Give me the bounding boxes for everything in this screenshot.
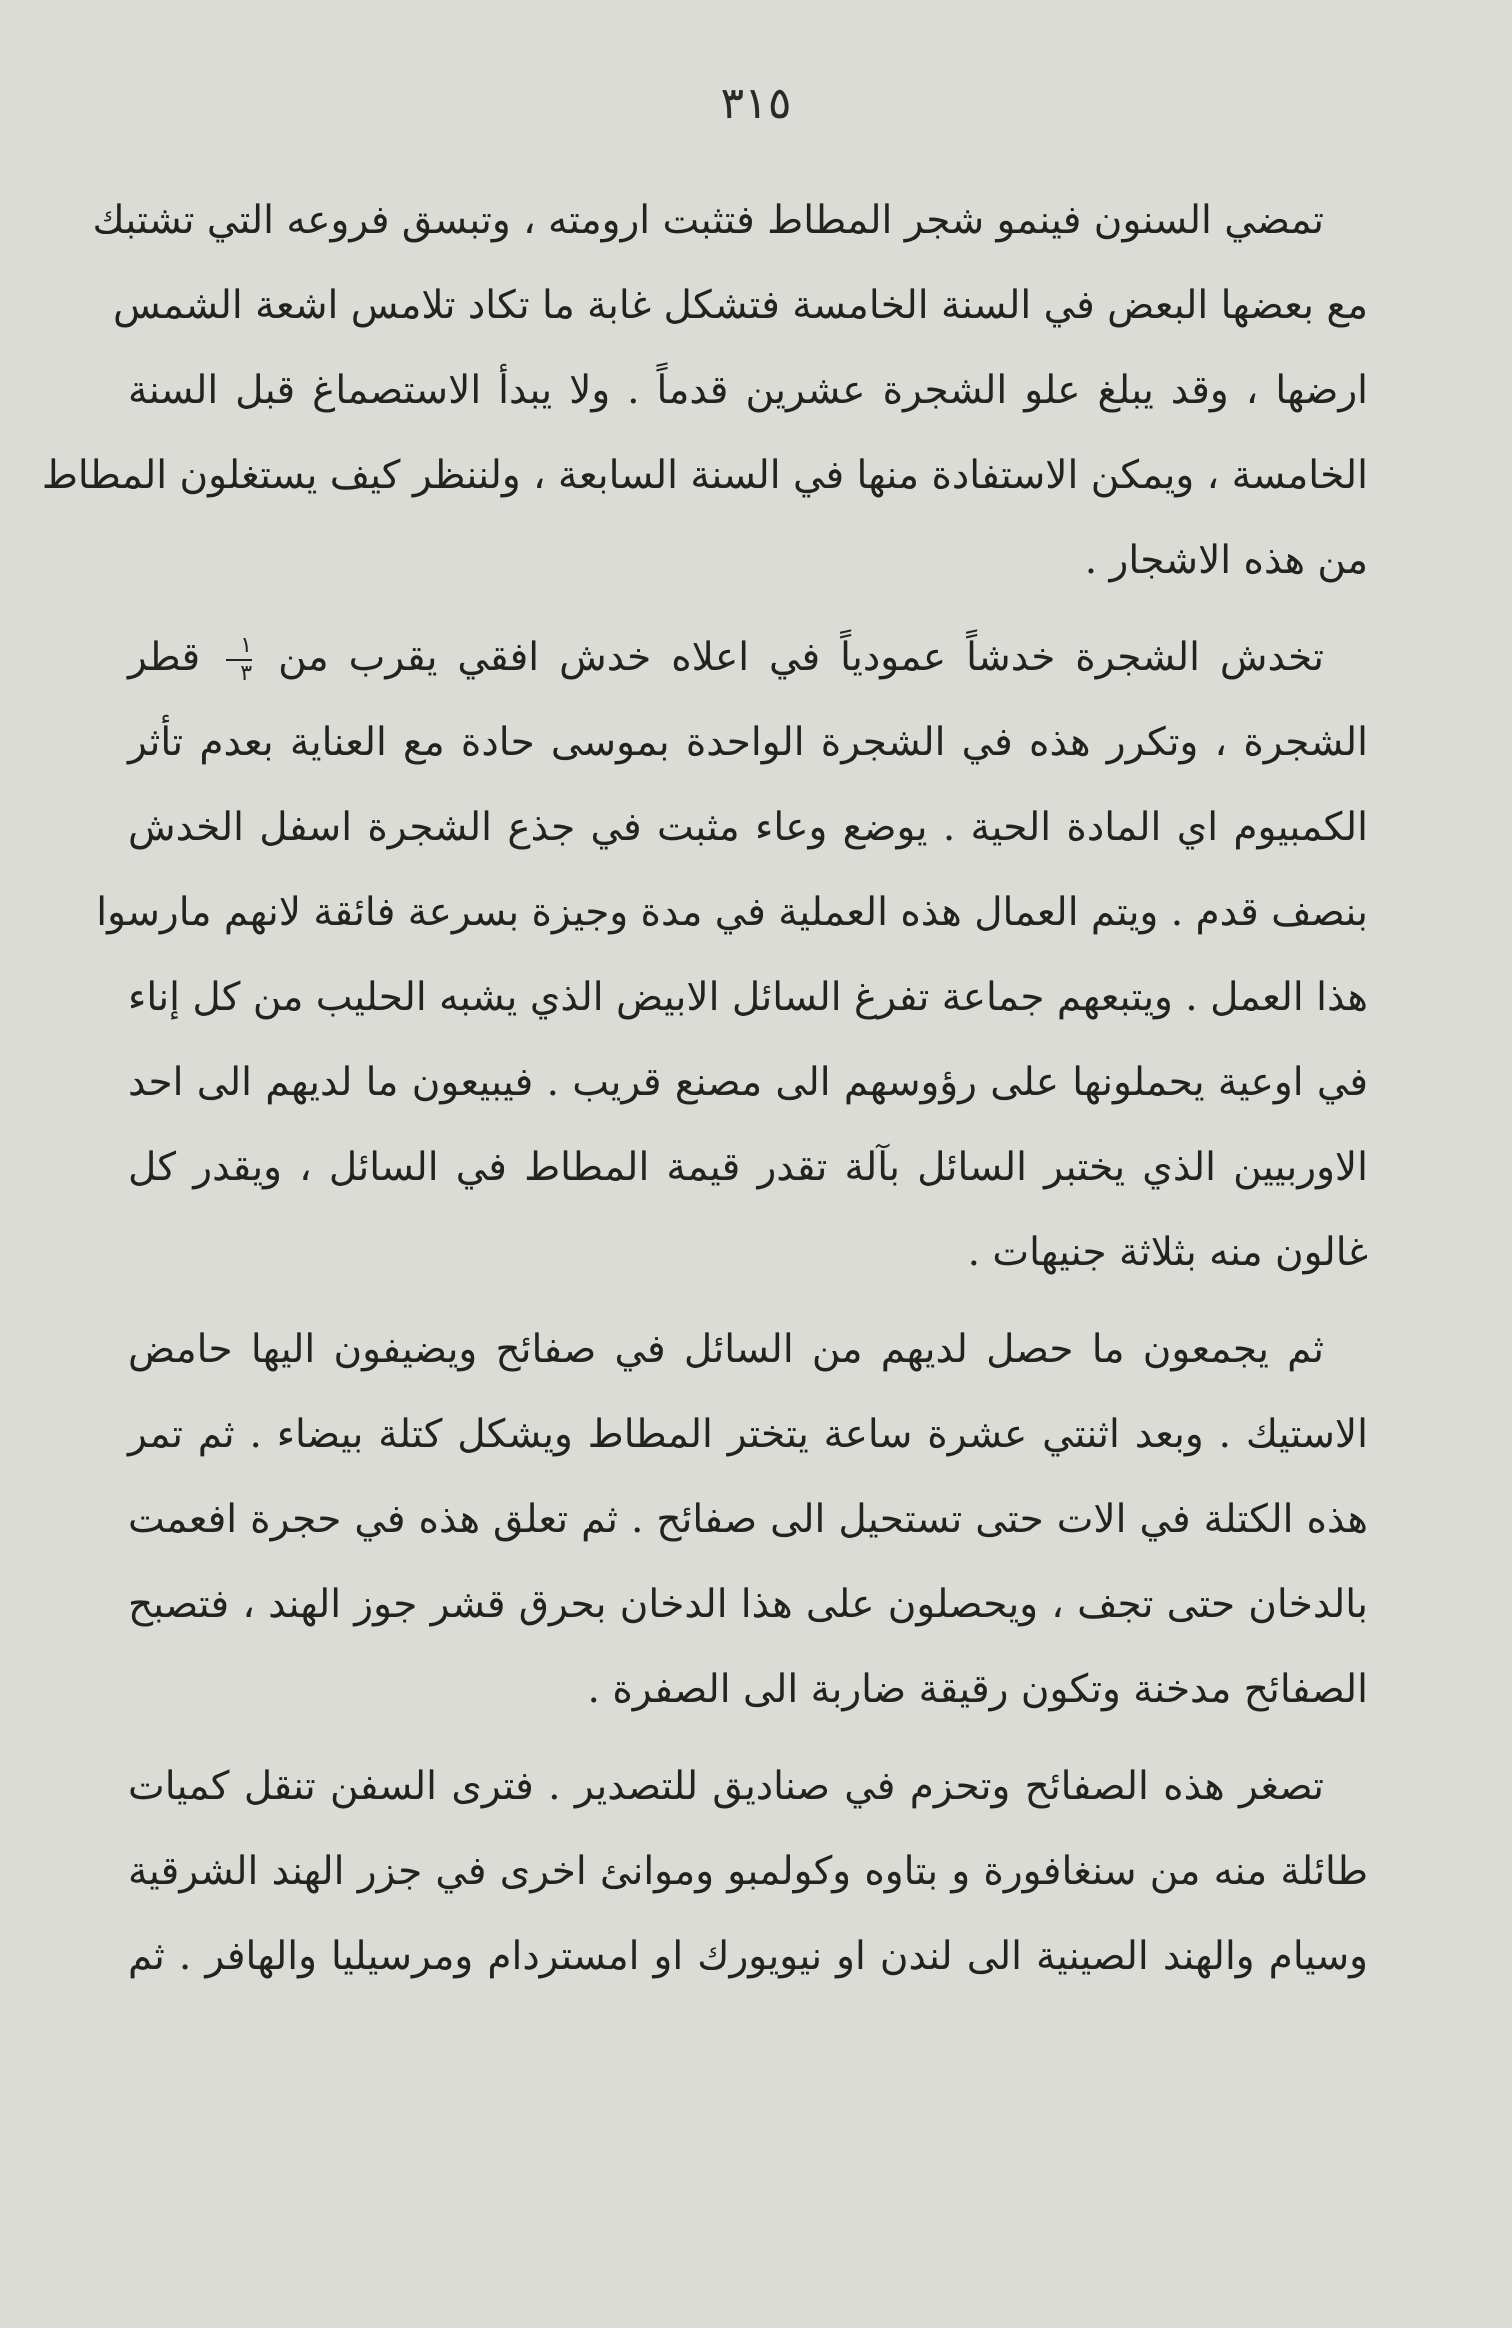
body-text <box>41 178 1368 1999</box>
text-line: من هذه الاشجار . <box>1084 538 1368 583</box>
fraction-denominator: ٣ <box>240 661 253 686</box>
text-line: بالدخان حتى تجف ، ويحصلون على هذا الدخان بحرق قشر جوز الهند ، فتصبح <box>128 1582 1368 1627</box>
text-line: غالون منه بثلاثة جنيهات . <box>967 1230 1368 1275</box>
text-line: تمضي السنون فينمو شجر المطاط فتثبت ارومته ، وتبسق فروعه التي تشتبك <box>92 198 1324 243</box>
text-line: الشجرة ، وتكرر هذه في الشجرة الواحدة بموسى حادة مع العناية بعدم تأثر <box>128 720 1368 765</box>
fraction-numerator: ١ <box>240 633 253 658</box>
text-line: ثم يجمعون ما حصل لديهم من السائل في صفائح ويضيفون اليها حامض <box>128 1327 1324 1372</box>
paragraph <box>128 1307 1368 1732</box>
text-segment: تخدش الشجرة خدشاً عمودياً في اعلاه خدش افقي يقرب من <box>278 635 1324 680</box>
text-line: الكمبيوم اي المادة الحية . يوضع وعاء مثبت في جذع الشجرة اسفل الخدش <box>128 805 1368 850</box>
page-number: ٣١٥ <box>720 78 792 129</box>
paragraph <box>128 1744 1368 1999</box>
text-line: هذا العمل . ويتبعهم جماعة تفرغ السائل الابيض الذي يشبه الحليب من كل إناء <box>128 975 1368 1020</box>
fraction <box>226 635 252 685</box>
paragraph <box>41 178 1368 603</box>
text-line: ارضها ، وقد يبلغ علو الشجرة عشرين قدماً . ولا يبدأ الاستصماغ قبل السنة <box>128 368 1368 413</box>
text-line: هذه الكتلة في الات حتى تستحيل الى صفائح . ثم تعلق هذه في حجرة افعمت <box>128 1497 1368 1542</box>
paragraph <box>96 615 1368 1295</box>
text-line: مع بعضها البعض في السنة الخامسة فتشكل غابة ما تكاد تلامس اشعة الشمس <box>112 283 1368 328</box>
text-line: الخامسة ، ويمكن الاستفادة منها في السنة السابعة ، ولننظر كيف يستغلون المطاط <box>41 453 1368 498</box>
text-line: بنصف قدم . ويتم العمال هذه العملية في مدة وجيزة بسرعة فائقة لانهم مارسوا <box>96 890 1368 935</box>
text-line: الاستيك . وبعد اثنتي عشرة ساعة يتختر المطاط ويشكل كتلة بيضاء . ثم تمر <box>128 1412 1368 1457</box>
text-segment: قطر <box>128 635 201 680</box>
text-line: الصفائح مدخنة وتكون رقيقة ضاربة الى الصفرة . <box>587 1667 1368 1712</box>
text-line: طائلة منه من سنغافورة و بتاوه وكولمبو وموانئ اخرى في جزر الهند الشرقية <box>128 1849 1368 1894</box>
text-line: في اوعية يحملونها على رؤوسهم الى مصنع قريب . فيبيعون ما لديهم الى احد <box>128 1060 1368 1105</box>
text-line: الاوربيين الذي يختبر السائل بآلة تقدر قيمة المطاط في السائل ، ويقدر كل <box>128 1145 1368 1190</box>
text-line: تصغر هذه الصفائح وتحزم في صناديق للتصدير . فترى السفن تنقل كميات <box>128 1764 1324 1809</box>
text-line: وسيام والهند الصينية الى لندن او نيويورك او امستردام ومرسيليا والهافر . ثم <box>128 1934 1368 1979</box>
text-line <box>128 615 1368 700</box>
